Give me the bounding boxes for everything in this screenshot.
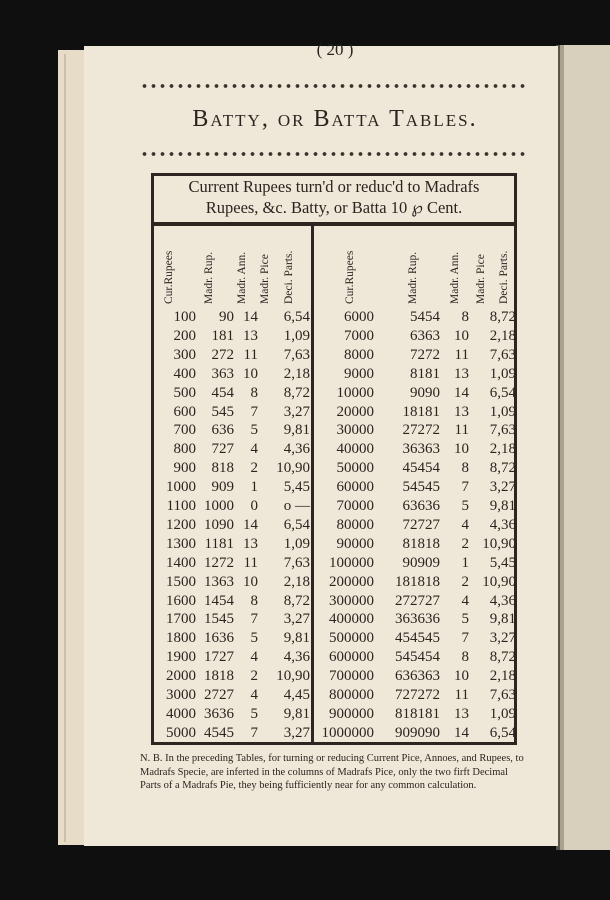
- table-cell: 400000: [329, 611, 374, 628]
- table-row: [0, 572, 610, 592]
- table-cell: 90000: [336, 535, 374, 552]
- table-cell: 4,36: [283, 441, 310, 458]
- table-cell: 4000: [166, 705, 196, 722]
- table-row: [0, 685, 610, 705]
- table-cell: 4: [461, 516, 469, 533]
- table-cell: 90: [219, 309, 234, 325]
- table-row: [0, 553, 610, 573]
- table-cell: 4,36: [283, 649, 310, 666]
- table-cell: 1,09: [489, 403, 516, 420]
- table-cell: 3,27: [283, 724, 310, 741]
- table-row: [0, 534, 610, 554]
- table-cell: 11: [454, 422, 469, 439]
- table-cell: 70000: [336, 498, 374, 514]
- table-cell: 9000: [344, 365, 374, 382]
- table-cell: 500000: [329, 630, 374, 647]
- table-cell: 200: [173, 327, 196, 344]
- table-cell: 363: [211, 365, 234, 382]
- table-cell: 818: [211, 460, 234, 477]
- table-cell: 2,18: [489, 668, 516, 685]
- table-cell: 1000000: [321, 724, 374, 741]
- table-cell: 7: [461, 630, 469, 647]
- right-header-2: Madr. Ann.: [449, 251, 461, 304]
- table-cell: 1300: [166, 535, 196, 552]
- table-cell: 1000: [166, 479, 196, 496]
- table-cell: 10: [454, 668, 469, 685]
- table-cell: 900: [173, 460, 196, 477]
- table-cell: 545454: [395, 649, 440, 666]
- table-cell: 8,72: [489, 309, 516, 325]
- table-row: [0, 591, 610, 611]
- table-cell: 1454: [204, 592, 234, 609]
- table-cell: 636: [211, 422, 234, 439]
- table-cell: 1900: [166, 649, 196, 666]
- table-cell: 900000: [329, 705, 374, 722]
- table-cell: 1727: [204, 649, 234, 666]
- table-cell: 1700: [166, 611, 196, 628]
- table-cell: 8,72: [283, 384, 310, 401]
- table-row: [0, 345, 610, 365]
- table-cell: 3,27: [283, 611, 310, 628]
- table-cell: 909090: [395, 724, 440, 741]
- table-cell: 8: [461, 309, 469, 325]
- table-cell: 8: [461, 649, 469, 666]
- table-cell: 1000: [204, 498, 234, 514]
- table-cell: 9,81: [489, 611, 516, 628]
- table-cell: 10: [243, 365, 258, 382]
- table-row: [0, 628, 610, 648]
- table-cell: 10,90: [482, 573, 516, 590]
- table-cell: 14: [454, 384, 469, 401]
- table-cell: 1181: [204, 535, 234, 552]
- table-cell: 7,63: [489, 422, 516, 439]
- table-cell: 8000: [344, 346, 374, 363]
- table-cell: 3,27: [489, 630, 516, 647]
- table-cell: 9,81: [283, 422, 310, 439]
- table-cell: 600: [173, 403, 196, 420]
- table-cell: 10000: [336, 384, 374, 401]
- table-cell: 60000: [336, 479, 374, 496]
- table-cell: 181818: [395, 573, 440, 590]
- table-cell: 2: [461, 535, 469, 552]
- table-row: [0, 647, 610, 667]
- table-cell: 600000: [329, 649, 374, 666]
- table-cell: 100: [173, 309, 196, 325]
- table-cell: 1272: [204, 554, 234, 571]
- table-cell: 3,27: [283, 403, 310, 420]
- table-cell: 7: [250, 724, 258, 741]
- table-cell: 10,90: [276, 460, 310, 477]
- table-cell: 27272: [402, 422, 440, 439]
- table-cell: 1600: [166, 592, 196, 609]
- table-cell: 727272: [395, 687, 440, 703]
- table-cell: 13: [454, 403, 469, 420]
- table-cell: 2,18: [489, 327, 516, 344]
- table-cell: 14: [243, 309, 258, 325]
- table-cell: 272: [211, 346, 234, 363]
- table-cell: 11: [454, 346, 469, 363]
- table-cell: 50000: [336, 460, 374, 477]
- table-cell: 2,18: [283, 573, 310, 590]
- table-cell: 700000: [329, 668, 374, 685]
- table-cell: 8: [250, 384, 258, 401]
- table-cell: 2,18: [283, 365, 310, 382]
- table-cell: 7,63: [489, 687, 516, 703]
- table-cell: 2: [250, 668, 258, 685]
- table-cell: 81818: [402, 535, 440, 552]
- table-cell: 1: [250, 479, 258, 496]
- table-row: [0, 383, 610, 403]
- table-cell: 10: [454, 327, 469, 344]
- table-cell: 2: [461, 573, 469, 590]
- right-header-3: Madr. Pice: [475, 254, 487, 304]
- table-row: [0, 609, 610, 629]
- table-cell: 1545: [204, 611, 234, 628]
- table-cell: 5: [250, 630, 258, 647]
- table-cell: 7000: [344, 327, 374, 344]
- table-cell: 45454: [402, 460, 440, 477]
- table-title-line-2: Rupees, &c. Batty, or Batta 10 ℘ Cent.: [205, 198, 463, 217]
- table-cell: 13: [243, 535, 258, 552]
- table-cell: 4: [461, 592, 469, 609]
- table-cell: 9,81: [283, 630, 310, 647]
- table-cell: 5: [250, 705, 258, 722]
- table-cell: 8,72: [489, 649, 516, 666]
- table-cell: 14: [243, 516, 258, 533]
- table-cell: 363636: [395, 611, 440, 628]
- table-cell: 2: [250, 460, 258, 477]
- table-row: [0, 704, 610, 724]
- table-cell: 10: [454, 441, 469, 458]
- table-cell: 1500: [166, 573, 196, 590]
- table-cell: 700: [173, 422, 196, 439]
- top-ornament-rule: [140, 81, 525, 91]
- table-cell: 1363: [204, 573, 234, 590]
- table-cell: 1200: [166, 516, 196, 533]
- table-cell: 6,54: [283, 309, 310, 325]
- bottom-ornament-rule: [140, 149, 525, 159]
- table-cell: 9090: [410, 384, 440, 401]
- right-header-1: Madr. Rup.: [407, 251, 419, 304]
- table-cell: 8,72: [489, 460, 516, 477]
- table-row: [0, 307, 610, 327]
- table-cell: 454: [211, 384, 234, 401]
- table-cell: 5: [250, 422, 258, 439]
- table-cell: 2000: [166, 668, 196, 685]
- footnote: N. B. In the preceding Tables, for turning or reducing Current Pice, Annoes, and Rupees, to Madrafs Specie, are inferted in the columns of Madrafs Pice, only the two firft Decimal Parts of a Madrafs Pie, they being fufficiently near for any common calculation.: [140, 753, 524, 791]
- table-cell: 272727: [395, 592, 440, 609]
- table-cell: 1636: [204, 630, 234, 647]
- table-cell: 13: [454, 365, 469, 382]
- table-cell: 5000: [166, 724, 196, 741]
- table-row: [0, 496, 610, 516]
- table-cell: 6,54: [489, 724, 516, 741]
- table-cell: 11: [243, 346, 258, 363]
- table-cell: 909: [211, 479, 234, 496]
- table-cell: 5: [461, 611, 469, 628]
- page-number: ( 20 ): [316, 40, 354, 59]
- table-cell: 1800: [166, 630, 196, 647]
- table-cell: 4: [250, 687, 258, 703]
- table-cell: 1100: [166, 498, 196, 514]
- table-cell: 80000: [336, 516, 374, 533]
- table-cell: 2727: [204, 687, 234, 703]
- table-cell: 5,45: [489, 554, 516, 571]
- table-cell: 5,45: [283, 479, 310, 496]
- table-cell: 4: [250, 441, 258, 458]
- table-cell: 13: [454, 705, 469, 722]
- table-cell: 100000: [329, 554, 374, 571]
- page-title: Batty, or Batta Tables.: [192, 106, 478, 132]
- table-cell: 4: [250, 649, 258, 666]
- table-cell: 7,63: [283, 554, 310, 571]
- table-cell: 454545: [395, 630, 440, 647]
- table-cell: 6,54: [283, 516, 310, 533]
- table-row: [0, 723, 610, 743]
- table-title: [151, 176, 517, 222]
- table-cell: 4,36: [489, 592, 516, 609]
- table-title-line-1: Current Rupees turn'd or reduc'd to Madrafs: [188, 177, 480, 196]
- table-cell: 13: [243, 327, 258, 344]
- table-cell: 727: [211, 441, 234, 458]
- table-cell: 5: [461, 498, 469, 514]
- table-row: [0, 515, 610, 535]
- left-header-3: Madr. Pice: [259, 254, 271, 304]
- table-cell: 7,63: [489, 346, 516, 363]
- left-header-1: Madr. Rup.: [203, 251, 215, 304]
- table-cell: 6363: [410, 327, 440, 344]
- table-cell: 545: [211, 403, 234, 420]
- table-cell: 0: [250, 498, 258, 514]
- table-cell: 36363: [402, 441, 440, 458]
- table-cell: 1: [461, 554, 469, 571]
- table-cell: 1400: [166, 554, 196, 571]
- table-cell: 8: [461, 460, 469, 477]
- table-cell: 14: [454, 724, 469, 741]
- table-cell: 3636: [204, 705, 234, 722]
- table-cell: 2,18: [489, 441, 516, 458]
- table-cell: 818181: [395, 705, 440, 722]
- table-row: [0, 402, 610, 422]
- table-cell: 1818: [204, 668, 234, 685]
- table-cell: 7,63: [283, 346, 310, 363]
- table-cell: 8181: [410, 365, 440, 382]
- table-row: [0, 420, 610, 440]
- table-cell: 11: [243, 554, 258, 571]
- table-cell: 300: [173, 346, 196, 363]
- table-cell: 54545: [402, 479, 440, 496]
- table-cell: 1,09: [489, 365, 516, 382]
- table-cell: 5454: [410, 309, 440, 325]
- table-cell: 63636: [402, 498, 440, 514]
- table-cell: 40000: [336, 441, 374, 458]
- table-row: [0, 666, 610, 686]
- table-cell: 181: [211, 327, 234, 344]
- table-cell: 6,54: [489, 384, 516, 401]
- table-cell: 20000: [336, 403, 374, 420]
- left-header-2: Madr. Ann.: [236, 251, 248, 304]
- table-cell: 18181: [402, 403, 440, 420]
- table-cell: 7: [250, 403, 258, 420]
- table-cell: 10: [243, 573, 258, 590]
- table-cell: 636363: [395, 668, 440, 685]
- table-row: [0, 364, 610, 384]
- table-cell: 3,27: [489, 479, 516, 496]
- table-cell: 8: [250, 592, 258, 609]
- table-cell: 4,45: [283, 687, 310, 703]
- table-cell: 800: [173, 441, 196, 458]
- table-cell: o —: [283, 498, 310, 514]
- table-cell: 200000: [329, 573, 374, 590]
- right-header-0: Cur.Rupees: [344, 250, 356, 304]
- table-cell: 10,90: [276, 668, 310, 685]
- table-title-rule: [151, 222, 517, 226]
- left-header-0: Cur.Rupees: [163, 250, 175, 304]
- table-cell: 90909: [402, 554, 440, 571]
- table-cell: 72727: [402, 516, 440, 533]
- table-cell: 400: [173, 365, 196, 382]
- table-cell: 1,09: [283, 327, 310, 344]
- table-cell: 7: [461, 479, 469, 496]
- table-cell: 11: [454, 687, 469, 703]
- table-cell: 4,36: [489, 516, 516, 533]
- table-row: [0, 326, 610, 346]
- right-header-4: Deci. Parts.: [498, 250, 510, 304]
- table-row: [0, 477, 610, 497]
- table-cell: 3000: [166, 687, 196, 703]
- table-cell: 9,81: [489, 498, 516, 514]
- table-cell: 300000: [329, 592, 374, 609]
- table-cell: 1,09: [489, 705, 516, 722]
- left-header-4: Deci. Parts.: [283, 250, 295, 304]
- table-cell: 1090: [204, 516, 234, 533]
- table-cell: 7: [250, 611, 258, 628]
- table-cell: 7272: [410, 346, 440, 363]
- table-cell: 800000: [329, 687, 374, 703]
- table-cell: 500: [173, 384, 196, 401]
- table-row: [0, 458, 610, 478]
- table-cell: 30000: [336, 422, 374, 439]
- table-cell: 4545: [204, 724, 234, 741]
- table-row: [0, 439, 610, 459]
- table-cell: 1,09: [283, 535, 310, 552]
- table-cell: 9,81: [283, 705, 310, 722]
- table-cell: 10,90: [482, 535, 516, 552]
- table-cell: 6000: [344, 309, 374, 325]
- table-cell: 8,72: [283, 592, 310, 609]
